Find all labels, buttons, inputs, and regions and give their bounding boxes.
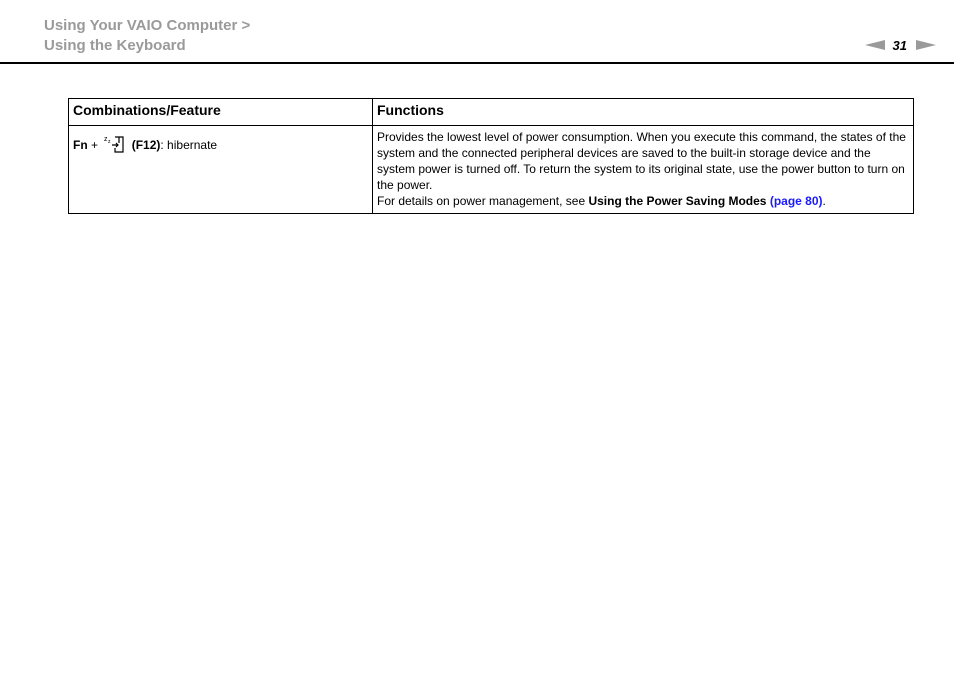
reference-prefix: For details on power management, see	[377, 194, 589, 208]
key-combination-table	[68, 98, 914, 214]
reference-suffix: .	[822, 194, 826, 208]
svg-text:z: z	[108, 139, 111, 145]
f12-key-label: (F12)	[131, 138, 161, 152]
fn-key-label: Fn	[73, 138, 88, 152]
function-cell	[373, 126, 914, 214]
page-80-link[interactable]: (page 80)	[769, 194, 823, 208]
table-header-row	[69, 99, 914, 126]
feature-name: : hibernate	[160, 138, 218, 152]
previous-page-arrow-icon[interactable]	[865, 40, 885, 50]
plus-sign: +	[91, 138, 99, 152]
column-header-combinations: Combinations/Feature	[69, 99, 373, 126]
breadcrumb	[44, 16, 250, 56]
page-navigator	[865, 37, 936, 53]
hibernate-zz-icon	[104, 134, 126, 158]
feature-cell	[69, 126, 373, 214]
function-description: Provides the lowest level of power consumption. When you execute this command, the states of the system and the connected peripheral devices are saved to the built-in storage device and the system power is turned off. To return the system to its original state, use the power button to turn on the power.	[377, 130, 906, 192]
page-header	[0, 0, 954, 64]
header-divider	[0, 62, 954, 64]
breadcrumb-chapter[interactable]: Using Your VAIO Computer >	[44, 17, 251, 34]
svg-text:z: z	[104, 136, 108, 143]
breadcrumb-section[interactable]: Using the Keyboard	[44, 37, 186, 54]
page-number: 31	[892, 37, 907, 53]
column-header-functions: Functions	[373, 99, 914, 126]
power-management-reference	[377, 193, 909, 209]
table-row	[69, 126, 914, 214]
next-page-arrow-icon[interactable]	[916, 40, 936, 50]
reference-title: Using the Power Saving Modes	[588, 194, 767, 208]
